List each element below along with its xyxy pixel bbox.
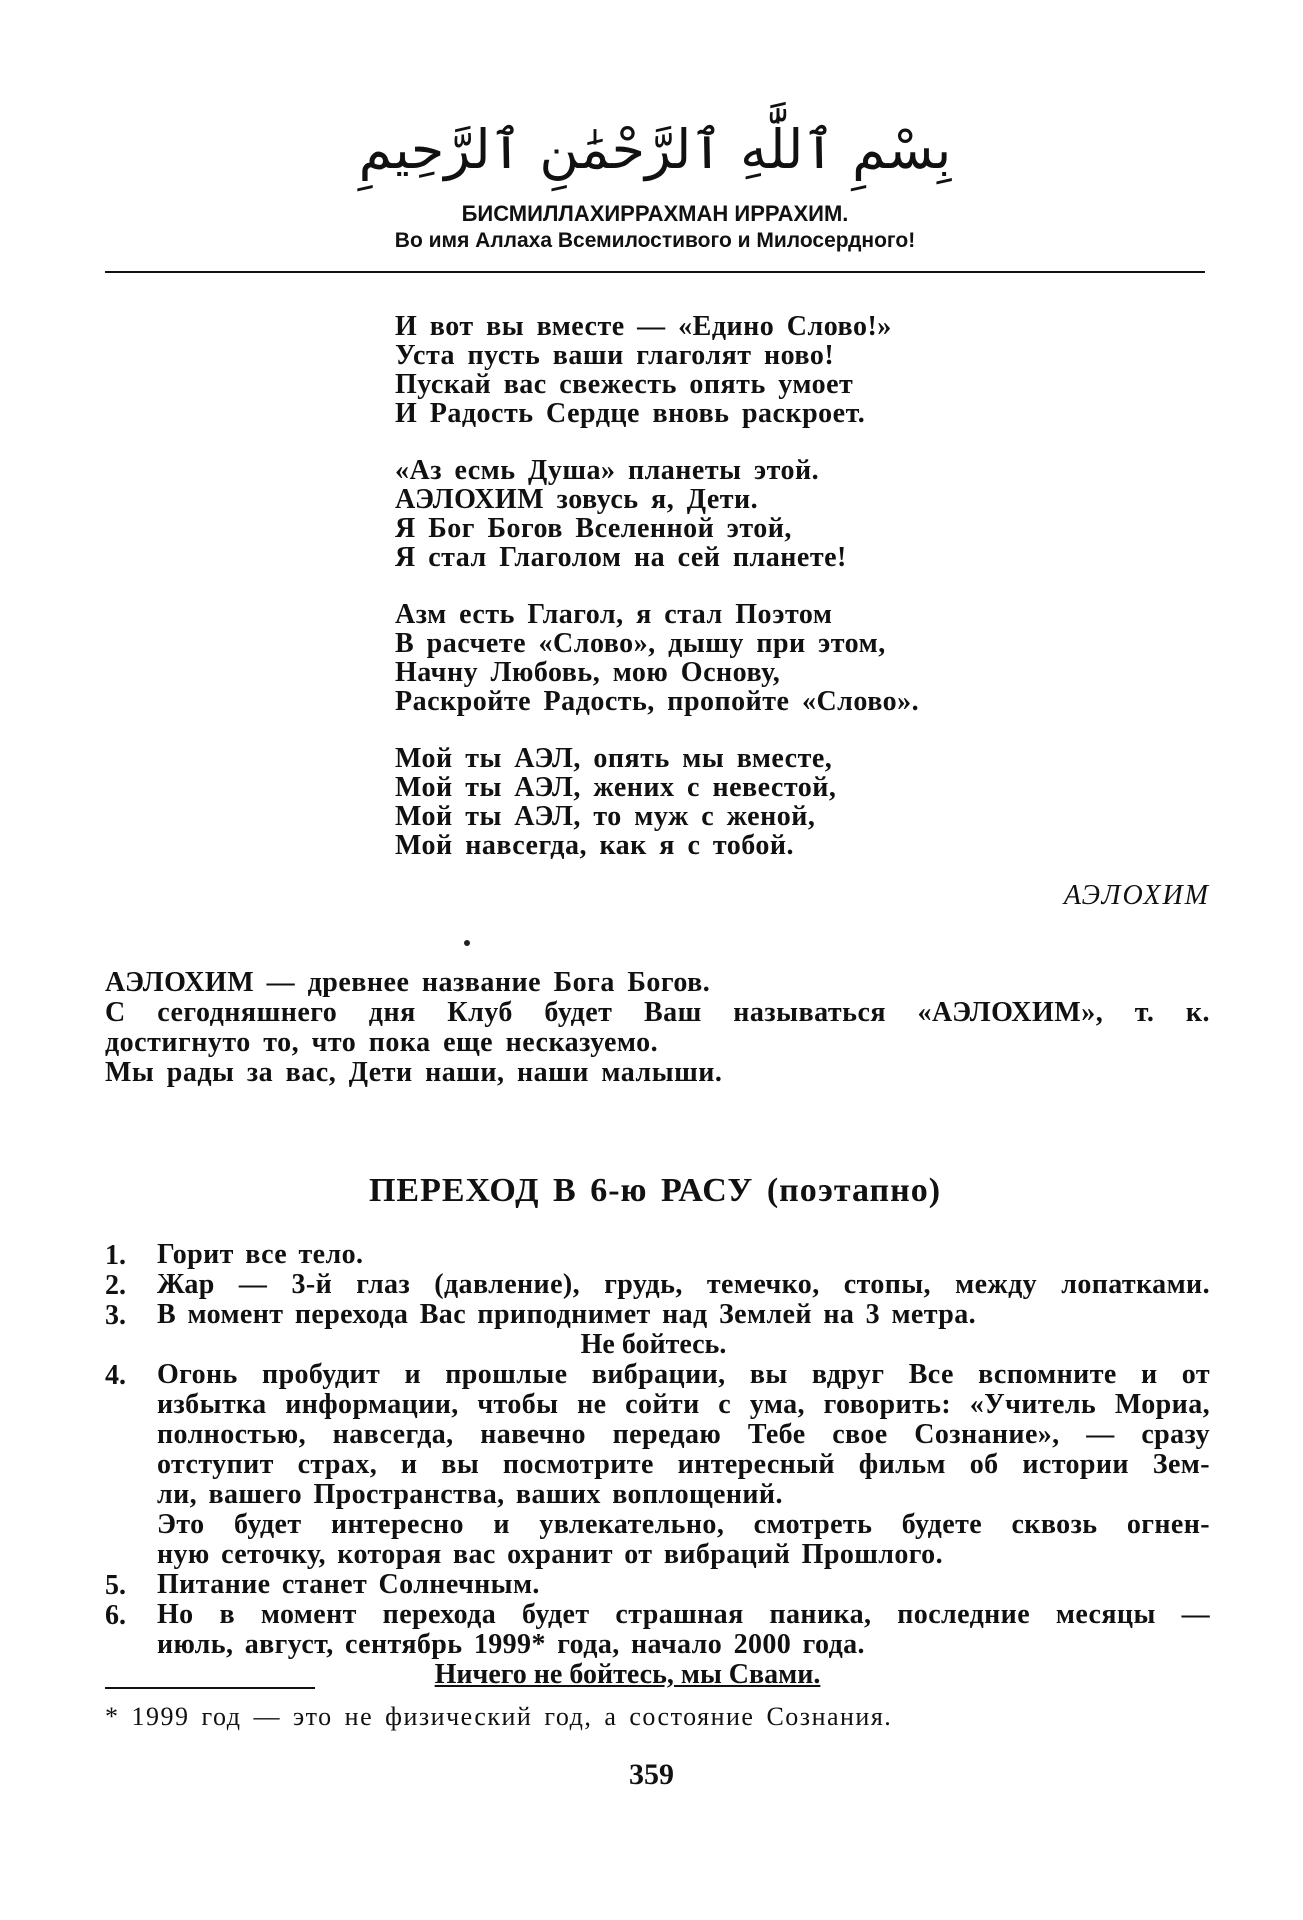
bullet-dot [464,940,470,946]
poem-line: АЭЛОХИМ зовусь я, Дети. [395,484,759,515]
poem-line: Азм есть Глагол, я стал Поэтом [395,599,833,630]
list-line: отступит страх, и вы посмотрите интересный фильм об истории Зем- [157,1449,1210,1480]
note-line: АЭЛОХИМ — древнее название Бога Богов. [105,967,711,998]
footnote: * 1999 год — это не физический год, а состояние Сознания. [105,1702,893,1731]
list-item [105,1270,1210,1300]
note-line: Мы рады за вас, Дети наши, наши малыши. [105,1057,723,1088]
list-number: 2. [105,1270,126,1301]
poem-line: Я Бог Богов Вселенной этой, [395,513,792,544]
list-item [105,1360,1210,1570]
poem-line: «Аз есмь Душа» планеты этой. [395,455,820,486]
poem-line: Мой ты АЭЛ, опять мы вместе, [395,743,833,774]
numbered-list [105,1240,1210,1690]
page-number: 359 [629,1758,674,1791]
note-line: достигнуто то, что пока еще несказуемо. [105,1027,659,1058]
poem-line: Раскройте Радость, пропойте «Слово». [395,686,920,717]
list-line: избытка информации, чтобы не сойти с ума, говорить: «Учитель Мориа, [157,1389,1210,1420]
list-line: Питание станет Солнечным. [157,1569,540,1600]
poem-signature: АЭЛОХИМ [1063,880,1210,911]
list-item [105,1600,1210,1660]
poem-line: В расчете «Слово», дышу при этом, [395,628,886,659]
bismillah-transliteration: БИСМИЛЛАХИРРАХМАН ИРРАХИМ. [461,201,849,226]
poem-line: И Радость Сердце вновь раскроет. [395,398,866,429]
list-item [105,1570,1210,1600]
poem-stanza [395,744,919,860]
list-line: Но в момент перехода будет страшная паника, последние месяцы — [157,1599,1210,1630]
list-number: 3. [105,1300,126,1331]
list-line: Огонь пробудит и прошлые вибрации, вы вдруг Все вспомните и от [157,1359,1210,1390]
section-title: ПЕРЕХОД В 6-ю РАСУ (поэтапно) [368,1172,942,1209]
poem-line: Пускай вас свежесть опять умоет [395,369,854,400]
bismillah-calligraphy: بِسْمِ ٱللَّٰهِ ٱلرَّحْمَٰنِ ٱلرَّحِيمِ [358,118,952,181]
list-line: июль, август, сентябрь 1999* года, начало 2000 года. [157,1629,865,1660]
list-item [105,1240,1210,1270]
list-line: полностью, навсегда, навечно передаю Тебе свое Сознание», — сразу [157,1419,1210,1450]
poem-line: Уста пусть ваши глаголят ново! [395,340,835,371]
poem-line: Начну Любовь, мою Основу, [395,657,781,688]
list-number: 1. [105,1240,126,1271]
poem-line: Мой ты АЭЛ, жених с невестой, [395,772,837,803]
list-line: В момент перехода Вас приподнимет над Землей на 3 метра. [157,1299,977,1330]
list-line: Это будет интересно и увлекательно, смотреть будете сквозь огнен- [157,1509,1210,1540]
header [105,110,1205,254]
poem-stanza [395,456,919,572]
poem-line: Мой навсегда, как я с тобой. [395,830,795,861]
list-subline: Не бойтесь. [580,1329,727,1360]
poem-line: Мой ты АЭЛ, то муж с женой, [395,801,816,832]
poem [395,312,919,888]
note-line: С сегодняшнего дня Клуб будет Ваш называться «АЭЛОХИМ», т. к. [105,997,1210,1028]
list-line: ную сеточку, которая вас охранит от вибраций Прошлого. [157,1539,943,1570]
closing-statement: Ничего не бойтесь, мы Свами. [434,1659,821,1690]
list-line: ли, вашего Пространства, ваших воплощений. [157,1479,783,1510]
poem-line: И вот вы вместе — «Едино Слово!» [395,311,892,342]
bismillah-translation: Во имя Аллаха Всемилостивого и Милосердного! [394,229,916,252]
poem-stanza [395,600,919,716]
list-number: 5. [105,1570,126,1601]
list-item [105,1300,1210,1360]
list-number: 6. [105,1600,126,1631]
list-line: Жар — 3-й глаз (давление), грудь, темечко, стопы, между лопатками. [157,1269,1210,1300]
footnote-divider [105,1687,315,1689]
poem-line: Я стал Глаголом на сей планете! [395,542,847,573]
list-number: 4. [105,1360,126,1391]
list-line: Горит все тело. [157,1239,364,1270]
note-paragraph [105,968,1210,1088]
poem-stanza [395,312,919,428]
header-divider [105,271,1205,273]
